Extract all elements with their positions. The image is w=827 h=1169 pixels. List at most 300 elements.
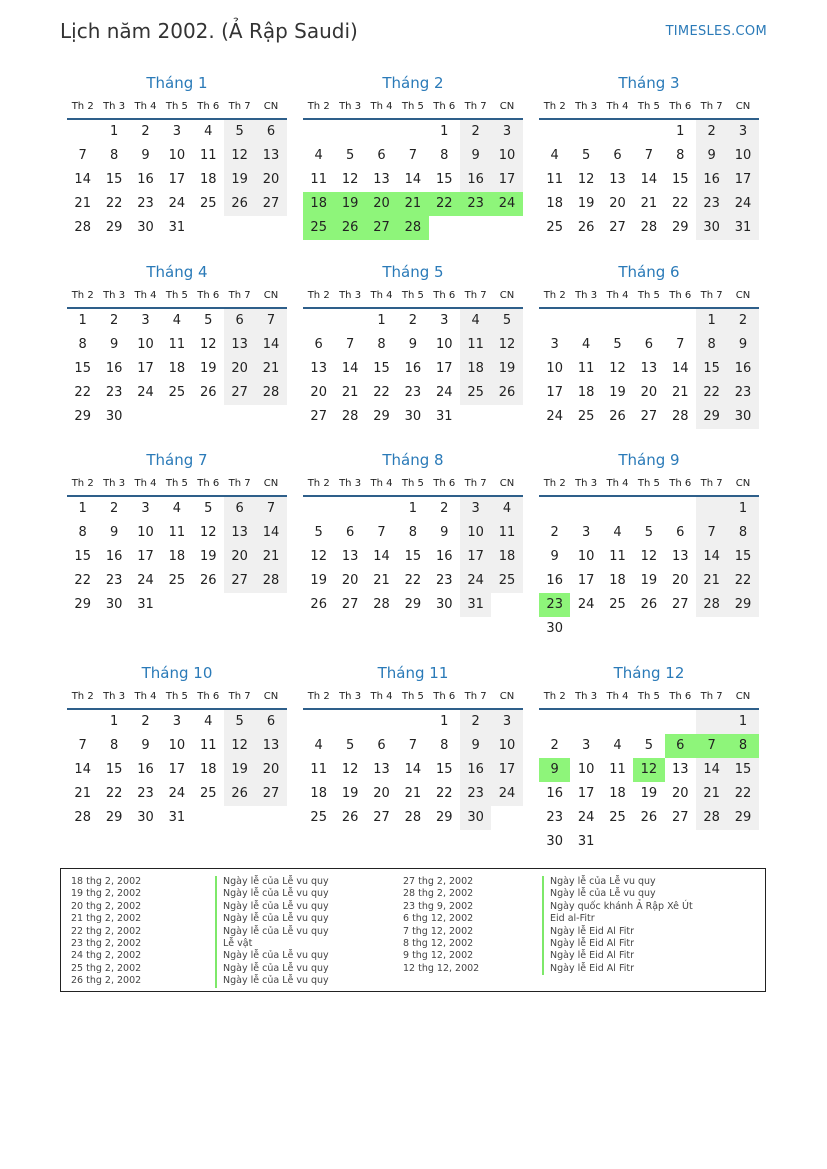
legend-names-right	[542, 876, 693, 975]
day-cell: 25	[168, 573, 186, 588]
day-cell: 16	[404, 361, 422, 376]
day-cell: 29	[74, 409, 91, 424]
day-cell: 20	[255, 758, 286, 782]
day-cell: 20	[671, 573, 689, 588]
weekday-label: Th 3	[339, 478, 362, 489]
weekday-label: Th 2	[307, 691, 330, 702]
month-block	[303, 70, 523, 240]
weekday-label: Th 7	[228, 478, 251, 489]
day-cell: 20	[373, 786, 390, 801]
empty-cell	[602, 710, 633, 734]
day-cell: 2	[460, 120, 491, 144]
weekday-label: Th 4	[606, 478, 629, 489]
weekday-label: Th 2	[307, 478, 330, 489]
day-cell: 4	[314, 148, 323, 163]
day-cell: 4	[172, 313, 181, 328]
day-cell: 16	[137, 762, 154, 777]
day-cell: 28	[404, 810, 422, 825]
day-cell: 22	[74, 573, 91, 588]
empty-cell	[193, 405, 224, 429]
weekday-label: Th 4	[606, 691, 629, 702]
weekday-label: Th 6	[669, 101, 692, 112]
day-cell: 30	[727, 405, 758, 429]
month-name: Tháng 9	[618, 451, 680, 469]
day-cell: 10	[168, 738, 186, 753]
weekday-label: Th 2	[71, 101, 94, 112]
day-cell: 8	[440, 148, 449, 163]
month-block	[303, 259, 523, 429]
day-cell: 18	[460, 357, 491, 381]
month-block	[539, 70, 759, 240]
weekday-label: Th 5	[165, 101, 188, 112]
day-cell: 11	[577, 361, 595, 376]
day-cell: 17	[577, 786, 595, 801]
empty-cell	[602, 120, 633, 144]
day-cell: 21	[696, 569, 727, 593]
day-cell: 29	[727, 593, 758, 617]
weekday-label: CN	[263, 691, 279, 702]
day-cell: 15	[105, 172, 123, 187]
day-cell: 25	[491, 569, 522, 593]
day-cell: 29	[373, 409, 390, 424]
day-cell: 7	[696, 521, 727, 545]
day-cell: 6	[613, 148, 622, 163]
day-cell: 11	[609, 762, 626, 777]
day-cell: 13	[671, 762, 689, 777]
day-cell: 5	[613, 337, 622, 352]
legend-date: 12 thg 12, 2002	[403, 962, 480, 974]
day-cell: 17	[546, 385, 563, 400]
day-cell: 24	[168, 786, 186, 801]
weekday-label: Th 4	[370, 290, 393, 301]
day-cell: 19	[199, 361, 217, 376]
day-cell: 16	[435, 549, 453, 564]
day-cell: 23	[539, 593, 570, 617]
day-cell: 5	[581, 148, 591, 163]
day-cell: 16	[696, 168, 727, 192]
day-cell: 30	[404, 409, 422, 424]
legend-holiday-name: Ngày lễ của Lễ vu quy	[215, 950, 329, 962]
weekday-header	[303, 285, 523, 309]
day-cell: 28	[74, 220, 91, 235]
day-cell: 12	[199, 337, 217, 352]
legend-holiday-name: Ngày lễ Eid Al Fitr	[542, 938, 693, 950]
day-cell: 8	[78, 337, 87, 352]
day-cell: 14	[373, 549, 390, 564]
legend-date: 20 thg 2, 2002	[71, 900, 142, 912]
weekday-header	[67, 96, 287, 120]
weekday-label: Th 5	[401, 101, 424, 112]
day-cell: 13	[224, 521, 255, 545]
weekday-label: Th 6	[197, 101, 220, 112]
day-cell: 26	[224, 782, 255, 806]
day-cell: 30	[546, 834, 563, 849]
brand-link[interactable]: TIMESLES.COM	[665, 24, 767, 39]
empty-cell	[696, 830, 727, 854]
day-cell: 29	[435, 810, 453, 825]
day-cell: 22	[435, 786, 453, 801]
weekday-label: Th 2	[71, 478, 94, 489]
day-cell: 19	[224, 758, 255, 782]
month-name: Tháng 10	[141, 664, 213, 682]
empty-cell	[397, 710, 428, 734]
month-name: Tháng 5	[382, 263, 444, 281]
day-cell: 27	[671, 810, 689, 825]
day-cell: 29	[727, 806, 758, 830]
day-cell: 29	[74, 597, 91, 612]
day-cell: 15	[671, 172, 689, 187]
day-cell: 12	[199, 525, 217, 540]
day-cell: 21	[341, 385, 359, 400]
day-cell: 27	[640, 409, 658, 424]
day-cell: 14	[255, 521, 286, 545]
day-cell: 18	[303, 192, 334, 216]
day-cell: 11	[199, 738, 217, 753]
day-cell: 16	[137, 172, 154, 187]
weekday-label: Th 5	[637, 478, 660, 489]
weekday-label: Th 3	[339, 691, 362, 702]
day-cell: 26	[609, 409, 626, 424]
empty-cell	[570, 497, 601, 521]
legend-date: 6 thg 12, 2002	[403, 913, 474, 925]
day-cell: 23	[137, 786, 154, 801]
day-cell: 5	[204, 313, 213, 328]
day-cell: 20	[341, 573, 359, 588]
empty-cell	[539, 120, 570, 144]
day-cell: 4	[314, 738, 323, 753]
day-cell: 3	[172, 124, 181, 139]
day-cell: 11	[310, 762, 327, 777]
day-cell: 25	[199, 786, 217, 801]
day-cell: 24	[168, 196, 186, 211]
weekday-header	[303, 96, 523, 120]
day-cell: 10	[577, 549, 595, 564]
empty-cell	[491, 216, 522, 240]
day-cell: 11	[199, 148, 217, 163]
day-cell: 27	[255, 192, 286, 216]
day-cell: 5	[491, 309, 522, 333]
empty-cell	[696, 497, 727, 521]
day-cell: 2	[460, 710, 491, 734]
day-cell: 7	[408, 738, 417, 753]
day-cell: 3	[460, 497, 491, 521]
legend-date: 9 thg 12, 2002	[403, 950, 474, 962]
weekday-label: Th 7	[228, 101, 251, 112]
day-cell: 13	[255, 144, 286, 168]
legend-holiday-name: Ngày lễ Eid Al Fitr	[542, 950, 693, 962]
empty-cell	[460, 216, 491, 240]
day-cell: 26	[224, 192, 255, 216]
day-cell: 6	[345, 525, 355, 540]
weekday-label: Th 3	[103, 101, 126, 112]
day-cell: 3	[141, 501, 150, 516]
day-cell: 26	[334, 216, 365, 240]
empty-cell	[491, 806, 522, 830]
day-cell: 26	[199, 573, 217, 588]
empty-cell	[397, 120, 428, 144]
day-cell: 9	[141, 148, 150, 163]
day-cell: 28	[696, 806, 727, 830]
day-cell: 12	[224, 734, 255, 758]
legend-holiday-name: Lễ vật	[215, 938, 329, 950]
day-cell: 9	[408, 337, 417, 352]
weekday-label: Th 6	[433, 691, 456, 702]
day-cell: 2	[550, 738, 559, 753]
legend-date: 26 thg 2, 2002	[71, 975, 142, 987]
day-cell: 2	[109, 313, 119, 328]
day-cell: 11	[168, 337, 186, 352]
day-cell: 14	[255, 333, 286, 357]
day-cell: 9	[727, 333, 758, 357]
day-cell: 15	[435, 172, 453, 187]
day-cell: 18	[199, 172, 217, 187]
day-cell: 24	[577, 597, 595, 612]
weekday-label: Th 3	[575, 478, 598, 489]
day-grid	[539, 497, 759, 641]
day-cell: 13	[255, 734, 286, 758]
day-cell: 10	[727, 144, 758, 168]
weekday-label: CN	[735, 478, 751, 489]
day-cell: 7	[377, 525, 386, 540]
day-cell: 18	[168, 549, 186, 564]
day-cell: 3	[172, 714, 181, 729]
day-cell: 7	[255, 497, 286, 521]
day-cell: 21	[255, 545, 286, 569]
weekday-label: Th 3	[339, 290, 362, 301]
day-cell: 15	[74, 361, 91, 376]
day-cell: 6	[224, 497, 255, 521]
empty-cell	[366, 120, 397, 144]
weekday-label: Th 5	[637, 101, 660, 112]
day-cell: 8	[440, 738, 449, 753]
legend-date: 19 thg 2, 2002	[71, 888, 142, 900]
empty-cell	[539, 309, 570, 333]
day-cell: 17	[491, 168, 522, 192]
day-cell: 2	[408, 313, 417, 328]
day-cell: 24	[577, 810, 595, 825]
day-cell: 3	[727, 120, 758, 144]
weekday-label: Th 7	[700, 290, 723, 301]
day-cell: 16	[546, 573, 563, 588]
day-cell: 1	[109, 124, 119, 139]
day-cell: 13	[310, 361, 327, 376]
day-cell: 15	[373, 361, 390, 376]
day-cell: 20	[310, 385, 327, 400]
day-grid	[67, 120, 287, 240]
day-cell: 7	[255, 309, 286, 333]
month-name: Tháng 12	[613, 664, 685, 682]
day-cell: 20	[609, 196, 626, 211]
empty-cell	[665, 617, 696, 641]
legend-holiday-name: Ngày lễ của Lễ vu quy	[215, 888, 329, 900]
day-cell: 13	[224, 333, 255, 357]
day-cell: 9	[109, 337, 119, 352]
day-cell: 18	[609, 786, 626, 801]
legend-date: 24 thg 2, 2002	[71, 950, 142, 962]
month-name: Tháng 1	[146, 74, 208, 92]
day-cell: 23	[105, 385, 123, 400]
day-cell: 23	[460, 782, 491, 806]
day-cell: 27	[255, 782, 286, 806]
day-cell: 2	[141, 714, 150, 729]
weekday-label: Th 3	[103, 478, 126, 489]
day-cell: 28	[696, 593, 727, 617]
day-cell: 12	[640, 549, 658, 564]
day-cell: 19	[334, 192, 365, 216]
weekday-label: Th 6	[197, 478, 220, 489]
day-cell: 20	[671, 786, 689, 801]
legend-date: 23 thg 9, 2002	[403, 900, 474, 912]
weekday-label: Th 5	[637, 290, 660, 301]
month-block	[539, 259, 759, 429]
day-cell: 25	[168, 385, 186, 400]
weekday-label: Th 4	[606, 290, 629, 301]
empty-cell	[665, 830, 696, 854]
day-cell: 14	[74, 762, 91, 777]
day-grid	[303, 120, 523, 240]
day-cell: 30	[696, 216, 727, 240]
day-cell: 6	[314, 337, 323, 352]
day-cell: 1	[727, 710, 758, 734]
day-cell: 3	[550, 337, 559, 352]
weekday-label: Th 6	[197, 691, 220, 702]
weekday-label: Th 2	[307, 101, 330, 112]
legend-holiday-name: Ngày lễ của Lễ vu quy	[215, 901, 329, 913]
day-cell: 30	[137, 220, 154, 235]
day-cell: 3	[440, 313, 449, 328]
day-cell: 27	[671, 597, 689, 612]
day-cell: 13	[341, 549, 359, 564]
day-cell: 8	[696, 333, 727, 357]
weekday-label: CN	[499, 478, 515, 489]
weekday-label: Th 7	[228, 691, 251, 702]
day-cell: 14	[696, 545, 727, 569]
day-cell: 10	[491, 734, 522, 758]
empty-cell	[334, 710, 365, 734]
day-cell: 14	[404, 762, 422, 777]
weekday-label: Th 2	[71, 691, 94, 702]
day-cell: 15	[727, 758, 758, 782]
empty-cell	[193, 216, 224, 240]
empty-cell	[570, 120, 601, 144]
day-grid	[303, 710, 523, 830]
day-cell: 14	[404, 172, 422, 187]
day-cell: 5	[345, 148, 355, 163]
day-cell: 3	[141, 313, 150, 328]
weekday-label: Th 3	[103, 691, 126, 702]
weekday-label: CN	[735, 290, 751, 301]
day-cell: 30	[105, 597, 123, 612]
empty-cell	[255, 806, 286, 830]
legend-date: 21 thg 2, 2002	[71, 913, 142, 925]
day-cell: 18	[199, 762, 217, 777]
day-cell: 5	[204, 501, 213, 516]
day-cell: 4	[460, 309, 491, 333]
weekday-label: Th 5	[401, 478, 424, 489]
empty-cell	[303, 309, 334, 333]
day-grid	[539, 120, 759, 240]
day-cell: 19	[224, 168, 255, 192]
weekday-label: Th 6	[669, 290, 692, 301]
day-cell: 29	[696, 405, 727, 429]
day-cell: 31	[577, 834, 595, 849]
day-cell: 16	[460, 758, 491, 782]
empty-cell	[602, 309, 633, 333]
weekday-header	[67, 686, 287, 710]
day-cell: 12	[491, 333, 522, 357]
day-cell: 11	[460, 333, 491, 357]
empty-cell	[193, 593, 224, 617]
weekday-label: Th 3	[575, 101, 598, 112]
weekday-label: Th 3	[339, 101, 362, 112]
weekday-label: Th 7	[464, 478, 487, 489]
day-cell: 4	[204, 714, 213, 729]
day-cell: 13	[671, 549, 689, 564]
day-cell: 21	[74, 786, 91, 801]
day-cell: 17	[168, 762, 186, 777]
weekday-header	[67, 285, 287, 309]
day-cell: 4	[581, 337, 591, 352]
day-cell: 19	[640, 573, 658, 588]
day-cell: 30	[460, 806, 491, 830]
day-cell: 22	[105, 786, 123, 801]
day-cell: 1	[109, 714, 119, 729]
weekday-label: Th 2	[543, 478, 566, 489]
day-cell: 25	[199, 196, 217, 211]
day-cell: 17	[491, 758, 522, 782]
day-cell: 2	[696, 120, 727, 144]
day-cell: 6	[255, 120, 286, 144]
day-grid	[67, 710, 287, 830]
day-grid	[539, 309, 759, 429]
day-cell: 19	[491, 357, 522, 381]
day-cell: 19	[640, 786, 658, 801]
day-cell: 11	[310, 172, 327, 187]
day-cell: 22	[404, 573, 422, 588]
day-cell: 5	[314, 525, 323, 540]
day-cell: 6	[377, 738, 386, 753]
day-cell: 27	[224, 569, 255, 593]
day-cell: 26	[341, 810, 359, 825]
day-cell: 14	[74, 172, 91, 187]
day-grid	[67, 497, 287, 617]
weekday-label: Th 4	[134, 290, 157, 301]
legend-date: 7 thg 12, 2002	[403, 925, 474, 937]
empty-cell	[633, 309, 664, 333]
day-cell: 23	[546, 810, 563, 825]
weekday-label: Th 5	[165, 691, 188, 702]
empty-cell	[602, 617, 633, 641]
legend-holiday-name: Ngày lễ của Lễ vu quy	[215, 975, 329, 987]
day-cell: 8	[109, 148, 119, 163]
day-cell: 9	[696, 144, 727, 168]
month-block	[67, 259, 287, 429]
day-cell: 4	[550, 148, 559, 163]
day-cell: 8	[727, 734, 758, 758]
month-block	[539, 660, 759, 854]
empty-cell	[633, 497, 664, 521]
weekday-label: CN	[499, 101, 515, 112]
weekday-label: Th 2	[543, 290, 566, 301]
day-cell: 21	[74, 196, 91, 211]
day-cell: 8	[676, 148, 685, 163]
day-cell: 10	[460, 521, 491, 545]
weekday-header	[303, 473, 523, 497]
empty-cell	[727, 617, 758, 641]
weekday-label: Th 5	[401, 290, 424, 301]
day-cell: 22	[727, 782, 758, 806]
month-name: Tháng 3	[618, 74, 680, 92]
